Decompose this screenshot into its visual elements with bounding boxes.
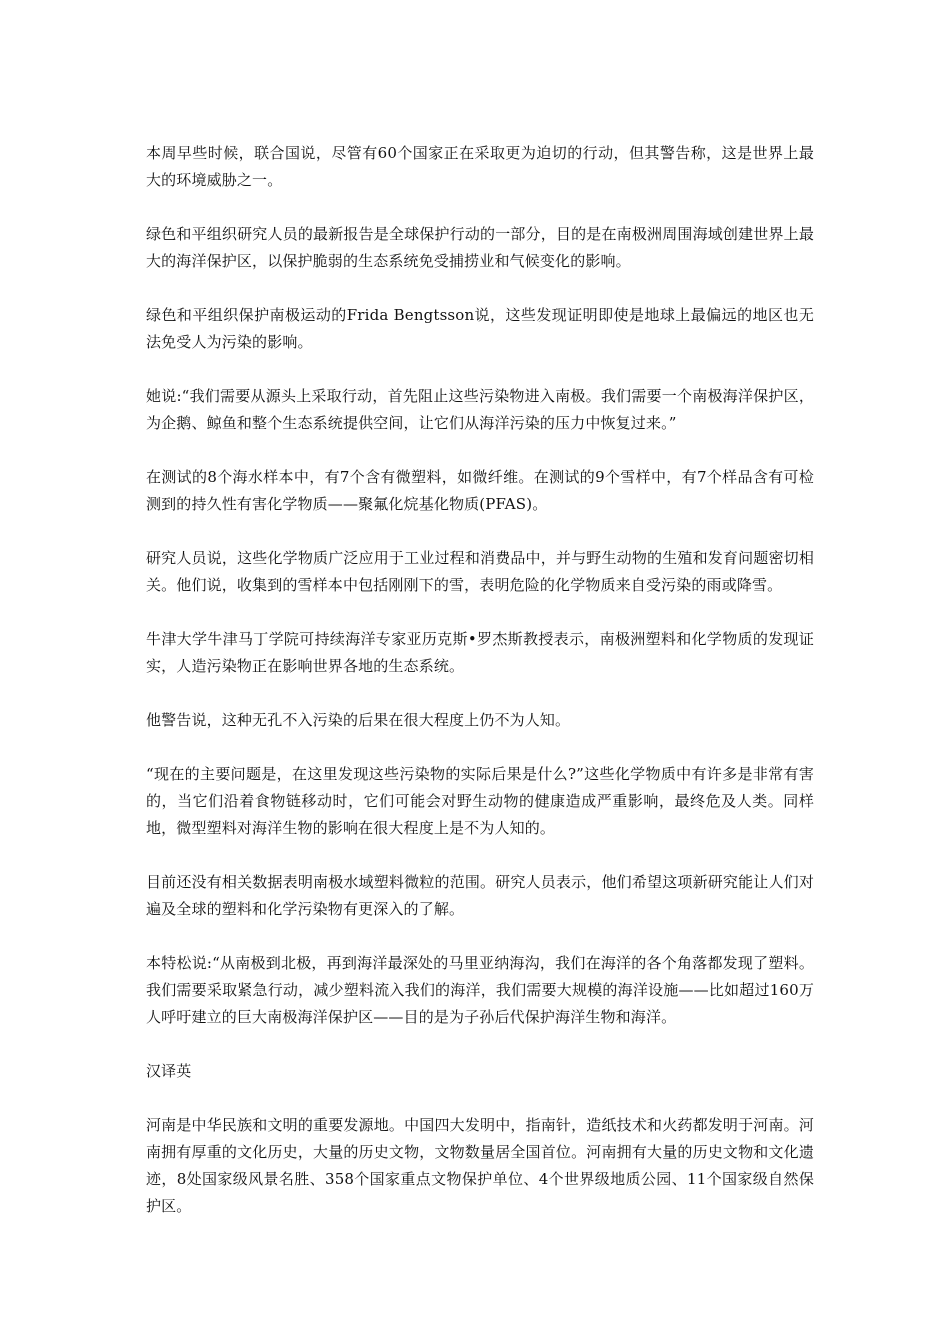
paragraph-greenpeace-report: 绿色和平组织研究人员的最新报告是全球保护行动的一部分，目的是在南极洲周围海域创建世界上最大的海洋保护区，以保护脆弱的生态系统免受捕捞业和气候变化的影响。 (146, 225, 814, 270)
paragraph-oxford-expert: 牛津大学牛津马丁学院可持续海洋专家亚历克斯•罗杰斯教授表示，南极洲塑料和化学物质的发现证实，人造污染物正在影响世界各地的生态系统。 (146, 630, 814, 675)
section-heading: 汉译英 (146, 1062, 192, 1080)
document-body (146, 140, 814, 1247)
paragraph-warning-consequences: 他警告说，这种无孔不入污染的后果在很大程度上仍不为人知。 (146, 711, 571, 729)
paragraph-bengtsson-arctic-quote: 本特松说:“从南极到北极，再到海洋最深处的马里亚纳海沟，我们在海洋的各个角落都发现了塑料。我们需要采取紧急行动，减少塑料流入我们的海洋，我们需要大规模的海洋设施——比如超过160万人呼吁建立的巨大南极海洋保护区——目的是为子孙后代保护海洋生物和海洋。 (146, 954, 814, 1026)
paragraph-bengtsson-findings: 绿色和平组织保护南极运动的Frida Bengtsson说，这些发现证明即使是地球上最偏远的地区也无法免受人为污染的影响。 (146, 306, 814, 351)
paragraph-un-warning: 本周早些时候，联合国说，尽管有60个国家正在采取更为迫切的行动，但其警告称，这是世界上最大的环境威胁之一。 (146, 144, 814, 189)
paragraph-henan: 河南是中华民族和文明的重要发源地。中国四大发明中，指南针，造纸技术和火药都发明于河南。河南拥有厚重的文化历史，大量的历史文物，文物数量居全国首位。河南拥有大量的历史文物和文化遗迹，8处国家级风景名胜、358个国家重点文物保护单位、4个世界级地质公园、11个国家级自然保护区。 (146, 1116, 814, 1215)
paragraph-main-question: “现在的主要问题是，在这里发现这些污染物的实际后果是什么?”这些化学物质中有许多是非常有害的，当它们沿着食物链移动时，它们可能会对野生动物的健康造成严重影响，最终危及人类。同样地，微型塑料对海洋生物的影响在很大程度上是不为人知的。 (146, 765, 814, 837)
paragraph-no-data: 目前还没有相关数据表明南极水域塑料微粒的范围。研究人员表示，他们希望这项新研究能让人们对遍及全球的塑料和化学污染物有更深入的了解。 (146, 873, 814, 918)
paragraph-chemical-effects: 研究人员说，这些化学物质广泛应用于工业过程和消费品中，并与野生动物的生殖和发育问题密切相关。他们说，收集到的雪样本中包括刚刚下的雪，表明危险的化学物质来自受污染的雨或降雪。 (146, 549, 814, 594)
paragraph-bengtsson-quote: 她说:“我们需要从源头上采取行动，首先阻止这些污染物进入南极。我们需要一个南极海洋保护区，为企鹅、鲸鱼和整个生态系统提供空间，让它们从海洋污染的压力中恢复过来。” (146, 387, 814, 432)
paragraph-sample-results: 在测试的8个海水样本中，有7个含有微塑料，如微纤维。在测试的9个雪样中，有7个样品含有可检测到的持久性有害化学物质——聚氟化烷基化物质(PFAS)。 (146, 468, 814, 513)
